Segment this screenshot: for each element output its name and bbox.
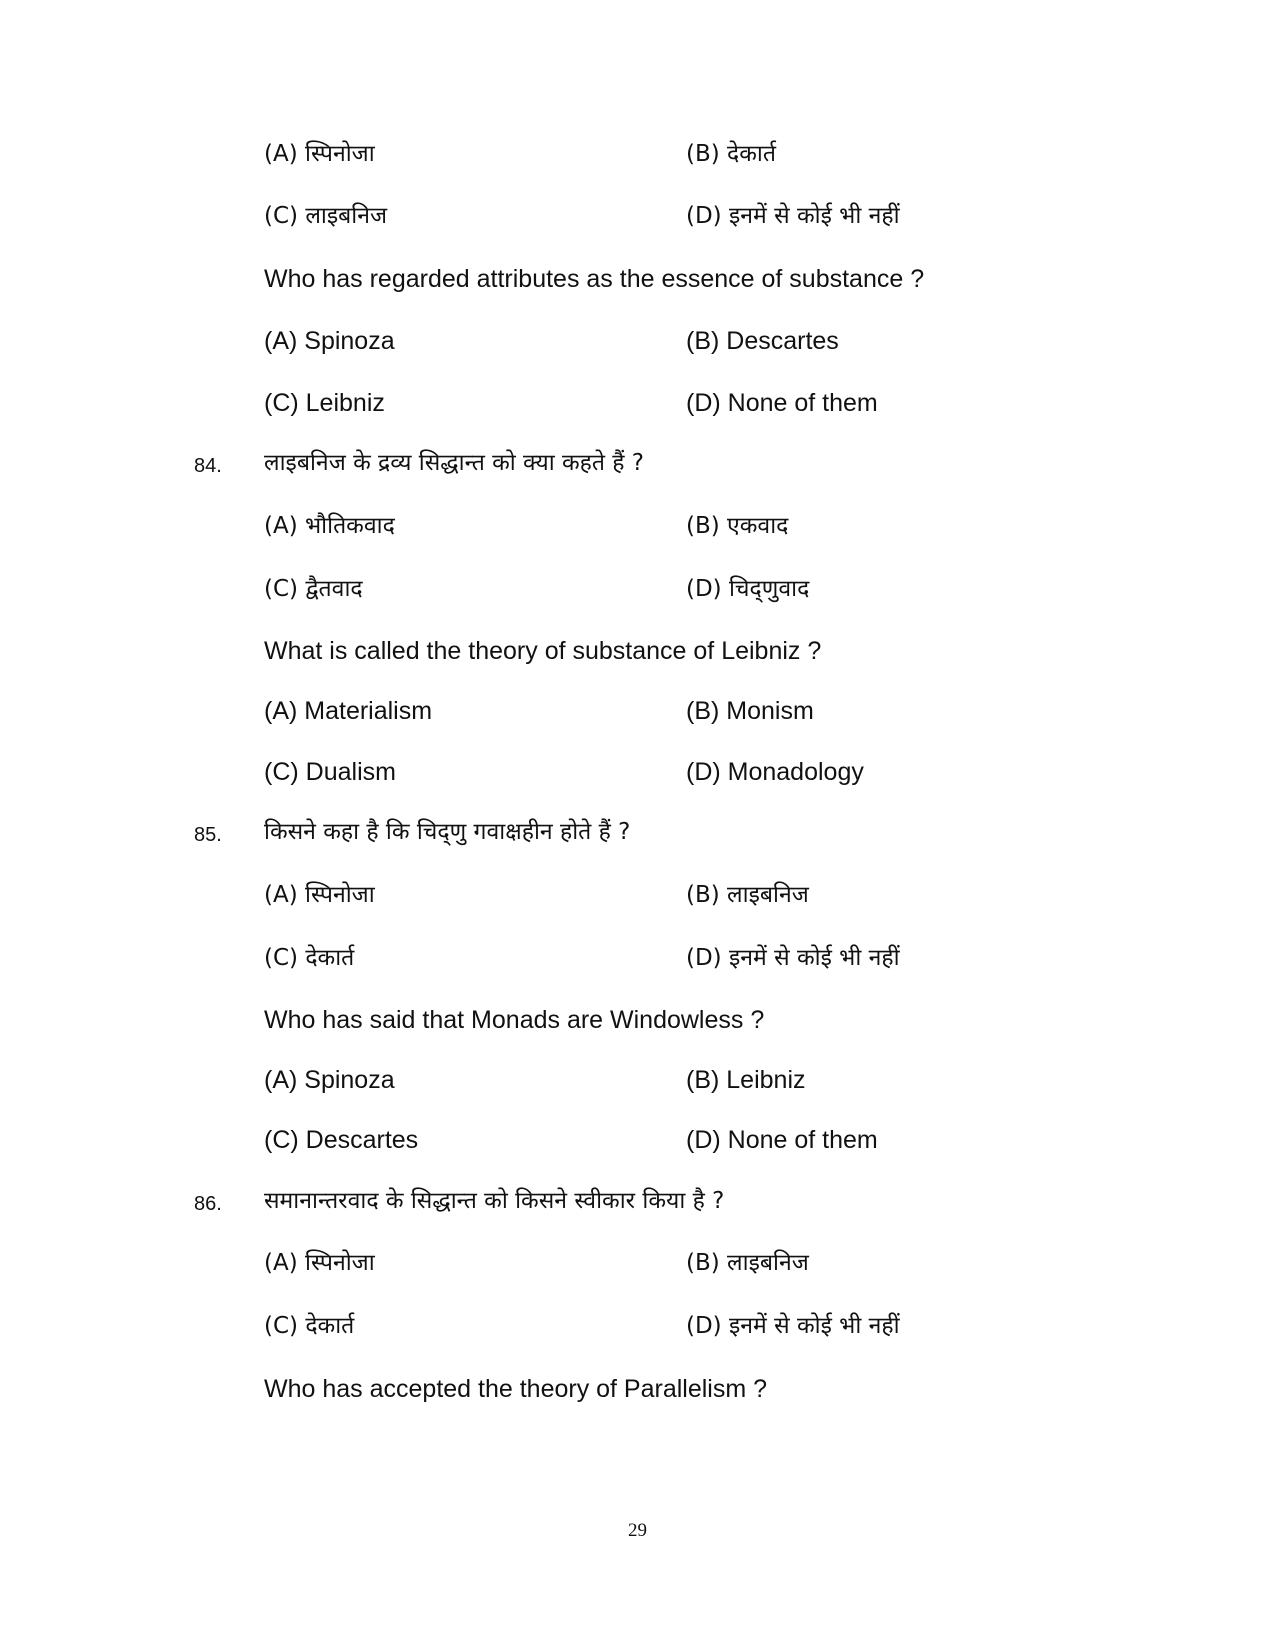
question-86-hi-row	[0, 1181, 1275, 1225]
question-number: 85.	[194, 824, 222, 846]
option-row	[0, 1306, 1275, 1350]
option-a-hi: (A) भौतिकवाद	[264, 513, 395, 539]
question-text-hi: लाइबनिज के द्रव्य सिद्धान्त को क्या कहते हैं ?	[264, 450, 644, 476]
option-a-en: (A) Spinoza	[264, 327, 395, 355]
option-row	[0, 1243, 1275, 1287]
option-b-hi: (B) लाइबनिज	[686, 882, 809, 908]
option-b-en: (B) Descartes	[686, 327, 839, 355]
question-text-hi: समानान्तरवाद के सिद्धान्त को किसने स्वीकार किया है ?	[264, 1188, 725, 1214]
page-number: 29	[628, 1520, 647, 1541]
option-d-hi: (D) इनमें से कोई भी नहीं	[686, 945, 900, 971]
question-text-hi: किसने कहा है कि चिद्णु गवाक्षहीन होते हैं ?	[264, 819, 631, 845]
option-c-en: (C) Leibniz	[264, 389, 385, 417]
option-d-en: (D) Monadology	[686, 758, 864, 786]
question-86-en-row	[0, 1369, 1275, 1413]
option-b-hi: (B) लाइबनिज	[686, 1250, 809, 1276]
option-c-hi: (C) देकार्त	[264, 1313, 355, 1339]
option-row	[0, 1060, 1275, 1104]
option-a-hi: (A) स्पिनोजा	[264, 1250, 375, 1276]
option-row	[0, 383, 1275, 427]
option-row	[0, 569, 1275, 613]
option-row	[0, 875, 1275, 919]
option-a-en: (A) Spinoza	[264, 1066, 395, 1094]
option-row	[0, 321, 1275, 365]
option-a-hi: (A) स्पिनोजा	[264, 882, 375, 908]
question-number: 84.	[194, 455, 222, 477]
question-text-en: What is called the theory of substance of Leibniz ?	[264, 637, 822, 665]
option-b-hi: (B) एकवाद	[686, 513, 789, 539]
option-row	[0, 1120, 1275, 1164]
option-d-hi: (D) इनमें से कोई भी नहीं	[686, 1313, 900, 1339]
option-a-en: (A) Materialism	[264, 697, 433, 725]
option-b-en: (B) Monism	[686, 697, 814, 725]
question-85-hi-row	[0, 812, 1275, 856]
option-b-hi: (B) देकार्त	[686, 141, 776, 167]
option-c-hi: (C) द्वैतवाद	[264, 576, 363, 602]
option-row	[0, 938, 1275, 982]
question-number: 86.	[194, 1193, 222, 1215]
option-c-en: (C) Dualism	[264, 758, 396, 786]
option-row	[0, 134, 1275, 178]
option-a-hi: (A) स्पिनोजा	[264, 141, 375, 167]
option-d-hi: (D) चिद्णुवाद	[686, 576, 810, 602]
question-85-en-row	[0, 1000, 1275, 1044]
option-c-hi: (C) देकार्त	[264, 945, 355, 971]
question-84-hi-row	[0, 443, 1275, 487]
option-c-en: (C) Descartes	[264, 1126, 419, 1154]
option-b-en: (B) Leibniz	[686, 1066, 806, 1094]
question-en-row	[0, 259, 1275, 303]
option-c-hi: (C) लाइबनिज	[264, 203, 388, 229]
option-row	[0, 691, 1275, 735]
option-d-hi: (D) इनमें से कोई भी नहीं	[686, 203, 900, 229]
question-text-en: Who has accepted the theory of Parallelism ?	[264, 1375, 768, 1403]
question-text-en: Who has said that Monads are Windowless ?	[264, 1006, 765, 1034]
option-row	[0, 506, 1275, 550]
option-d-en: (D) None of them	[686, 1126, 878, 1154]
question-text-en: Who has regarded attributes as the essence of substance ?	[264, 265, 925, 293]
question-84-en-row	[0, 631, 1275, 675]
option-row	[0, 196, 1275, 240]
option-d-en: (D) None of them	[686, 389, 878, 417]
option-row	[0, 752, 1275, 796]
